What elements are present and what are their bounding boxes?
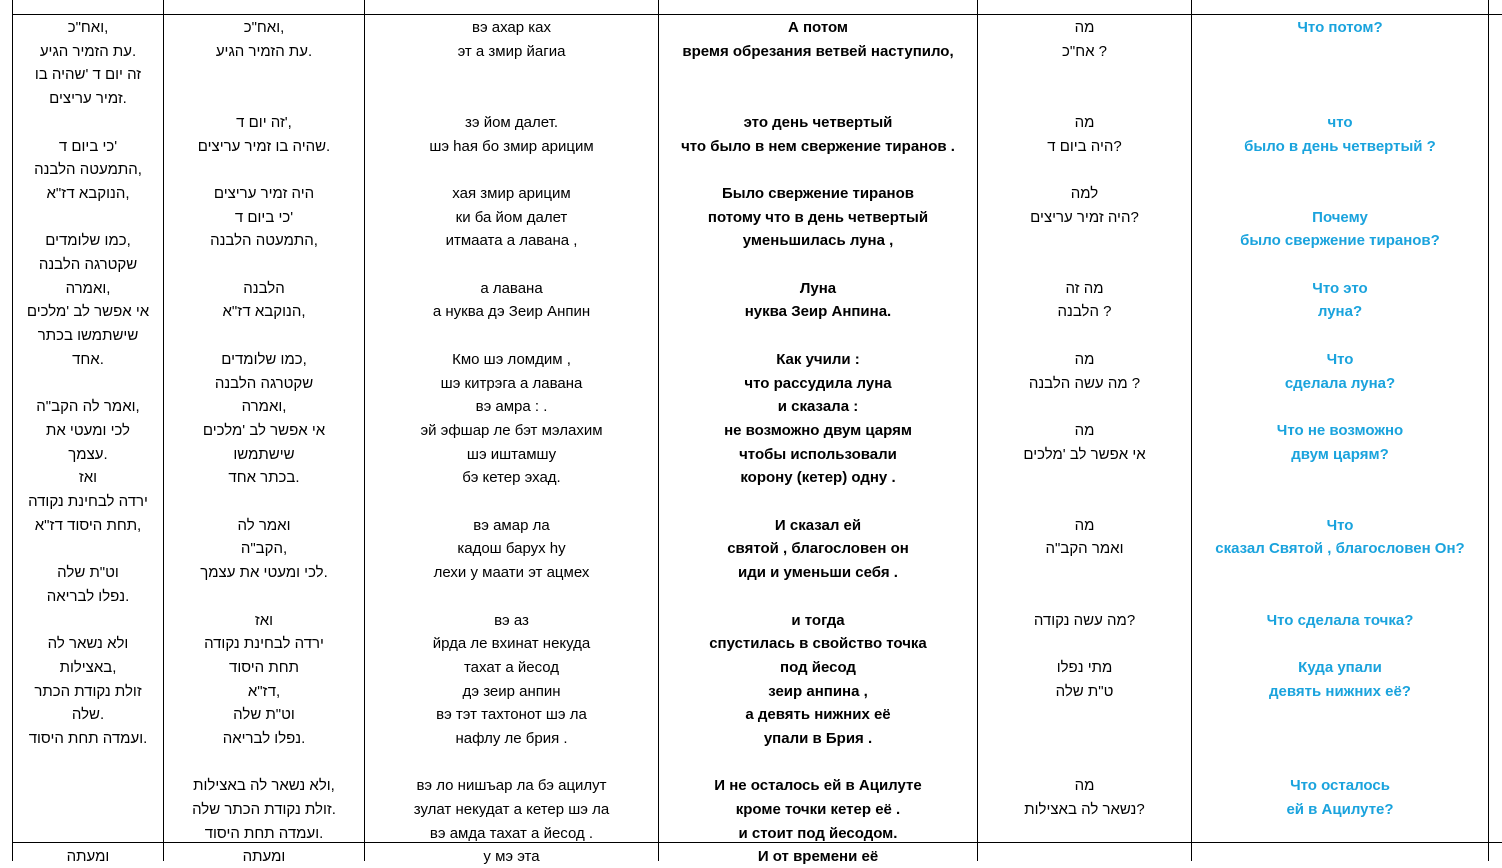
russian-question-line: что <box>1327 113 1353 131</box>
hebrew-question-line <box>978 752 1191 774</box>
translation-line <box>659 64 977 86</box>
bottom-hebrew-split: ומעתה <box>242 848 286 865</box>
russian-question-line: двум царям? <box>1291 445 1389 463</box>
hebrew-source-line: ,כמו שלומדים <box>45 232 131 250</box>
hebrew-source-line: .שלה <box>71 706 105 724</box>
hebrew-split-line <box>164 586 364 608</box>
hebrew-source-line: אי אפשר לב 'מלכים <box>26 303 150 321</box>
hebrew-question-line: ? הלבנה <box>1057 303 1112 321</box>
hebrew-split-line: .זולת נקודת הכתר שלה <box>192 801 336 819</box>
russian-question-line: Что потом? <box>1297 19 1383 36</box>
hebrew-question-line: מה <box>1074 19 1095 36</box>
transliteration-line: ки ба йом далет <box>455 208 568 226</box>
translation-line: Как учили : <box>776 350 860 368</box>
hebrew-question-line <box>978 823 1191 845</box>
transliteration-line <box>365 159 658 181</box>
hebrew-split-line <box>164 254 364 276</box>
hebrew-question-line: ?מה עשה נקודה <box>1033 611 1136 629</box>
translation-line: А потом <box>787 19 849 36</box>
hebrew-question-line <box>978 88 1191 110</box>
bottom-translation: И от времени её <box>757 848 879 865</box>
transliteration-line: шэ иштамшу <box>466 445 557 463</box>
hebrew-source-line: ,התמעטה הלבנה <box>34 161 142 179</box>
russian-question-line: Что сделала точка? <box>1266 611 1414 629</box>
translation-line: уменьшилась луна , <box>742 232 894 250</box>
translation-line: И не осталось ей в Ацилуте <box>714 777 922 795</box>
hebrew-split-line: .נפלו לבריאה <box>222 730 306 747</box>
transliteration-line: вэ амар ла <box>473 516 550 534</box>
translation-line: чтобы использовали <box>739 445 897 463</box>
hebrew-split-line: .בכתר אחד <box>228 469 300 487</box>
hebrew-source-line <box>13 112 163 134</box>
hebrew-split-line: ,כמו שלומדים <box>221 350 307 368</box>
hebrew-source-line <box>13 373 163 395</box>
hebrew-split-line: ירדה לבחינת נקודה <box>204 635 324 653</box>
transliteration-line <box>365 491 658 513</box>
translation-line: что было в нем свержение тиранов . <box>681 137 955 155</box>
transliteration-line: шэ haя бо змир арицим <box>429 137 594 155</box>
transliteration-line <box>365 752 658 774</box>
hebrew-split-line: היה זמיר עריצים <box>213 184 315 202</box>
translation-line: и стоит под йесодом. <box>738 824 898 842</box>
russian-question-line <box>1192 183 1488 205</box>
hebrew-split-line: אי אפשר לב 'מלכים <box>202 421 326 439</box>
hebrew-source-line: ,ואמרה <box>65 279 111 297</box>
hebrew-question-line: ?נשאר לה באצילות <box>1024 801 1145 819</box>
translation-line: зеир анпина , <box>768 682 868 700</box>
translation-line: потому что в день четвертый <box>707 208 929 226</box>
transliteration-line: зэ йом далет. <box>465 113 558 131</box>
hebrew-split-line: ,התמעטה הלבנה <box>210 232 318 250</box>
russian-question-line <box>1192 41 1488 63</box>
hebrew-source-line: ,ואח"כ <box>67 19 109 36</box>
transliteration-line <box>365 254 658 276</box>
hebrew-source-line: .אחד <box>72 350 104 368</box>
hebrew-question-line: מה <box>1074 777 1095 795</box>
hebrew-split-line: ,הקב"ה <box>240 540 288 558</box>
hebrew-source-line: ואז <box>78 469 98 487</box>
russian-question-line <box>1192 254 1488 276</box>
hebrew-question-line: ? מה עשה הלבנה <box>1028 374 1141 392</box>
russian-question-line: Что осталось <box>1290 777 1390 795</box>
hebrew-split-line: תחת היסוד <box>229 658 299 676</box>
hebrew-question-line <box>978 704 1191 726</box>
hebrew-split-line: ,ולא נשאר לה באצילות <box>193 777 335 795</box>
transliteration-line: эй эфшар ле бэт мэлахим <box>420 421 603 439</box>
russian-question-line <box>1192 64 1488 86</box>
hebrew-split-line: ,ואח"כ <box>243 19 285 36</box>
transliteration-line <box>365 325 658 347</box>
translation-line <box>659 254 977 276</box>
bottom-transliteration: у мэ эта <box>483 848 540 865</box>
russian-question-line <box>1192 586 1488 608</box>
transliteration-line: вэ ло нишъар ла бэ ацилут <box>416 777 607 795</box>
hebrew-question-line <box>978 254 1191 276</box>
hebrew-source-line: .עצמך <box>68 445 108 463</box>
transliteration-line: хая змир арицим <box>452 184 571 202</box>
russian-question-line <box>1192 562 1488 584</box>
translation-line: а девять нижних её <box>745 706 891 724</box>
russian-question-line: Что <box>1326 516 1354 534</box>
table-top-border <box>12 14 1502 15</box>
hebrew-source-line: ולא נשאר לה <box>47 635 129 653</box>
hebrew-question-line: למה <box>1070 184 1099 202</box>
transliteration-line: бэ кетер эхад. <box>462 469 561 487</box>
russian-question-line <box>1192 728 1488 750</box>
hebrew-source-line: .עת הזמיר הגיע <box>39 42 137 60</box>
hebrew-source-line: ,הנוקבא דז"א <box>46 184 130 202</box>
russian-question-line: Что не возможно <box>1276 421 1404 439</box>
hebrew-question-line <box>978 633 1191 655</box>
russian-question-line: Почему <box>1312 208 1368 226</box>
hebrew-question-line <box>978 586 1191 608</box>
hebrew-source-line: .נפלו לבריאה <box>46 587 130 605</box>
translation-line: не возможно двум царям <box>724 421 912 439</box>
hebrew-source-line <box>13 610 163 632</box>
translation-line: под йесод <box>780 658 856 676</box>
translation-line: кроме точки кетер её . <box>735 801 901 819</box>
russian-question-line <box>1192 88 1488 110</box>
hebrew-source-line: זה יום ד 'שהיה בו <box>34 66 142 84</box>
hebrew-question-line <box>978 159 1191 181</box>
hebrew-split-line <box>164 64 364 86</box>
hebrew-split-line: .עת הזמיר הגיע <box>215 42 313 60</box>
translation-line: спустилась в свойство точка <box>709 635 927 653</box>
transliteration-line: вэ тэт тахтонот шэ ла <box>436 706 587 724</box>
hebrew-source-line: ירדה לבחינת נקודה <box>28 493 148 510</box>
column-border <box>1488 0 1489 861</box>
transliteration-line: лехи у маати эт ацмех <box>433 564 590 582</box>
transliteration-line: вэ ахар ках <box>471 19 552 36</box>
translation-line <box>659 752 977 774</box>
russian-question-line: было в день четвертый ? <box>1244 137 1436 155</box>
hebrew-source-line: שקטרגה הלבנה <box>38 256 138 273</box>
hebrew-question-line: ואמר הקב"ה <box>1045 540 1124 558</box>
translation-line: корону (кетер) одну . <box>740 469 896 487</box>
russian-question-line: луна? <box>1317 303 1363 321</box>
hebrew-source-line: ,ואמר לה הקב"ה <box>36 398 140 416</box>
russian-question-line: Что это <box>1312 279 1368 297</box>
translation-line: И сказал ей <box>774 516 862 534</box>
hebrew-source-line: וט"ת שלה <box>57 564 119 582</box>
transliteration-line: вэ амра : . <box>475 398 548 416</box>
transliteration-line: а лавана <box>480 279 543 297</box>
hebrew-question-line: ט"ת שלה <box>1055 682 1114 700</box>
hebrew-source-line: שישתמשו בכתר <box>37 327 139 345</box>
hebrew-split-line: שישתמשו <box>233 445 295 463</box>
hebrew-split-line: וט"ת שלה <box>233 706 295 724</box>
translation-line: Было свержение тиранов <box>721 184 914 202</box>
hebrew-split-line: .שהיה בו זמיר עריצים <box>197 137 331 155</box>
transliteration-line: итмаата а лавана , <box>445 232 578 250</box>
russian-question-line: сказал Святой , благословен Он? <box>1215 540 1465 558</box>
translation-line <box>659 325 977 347</box>
hebrew-split-line: ואז <box>254 611 274 629</box>
russian-question-line: ей в Ацилуте? <box>1286 801 1394 819</box>
translation-line: нуква Зеир Анпина. <box>744 303 892 321</box>
transliteration-line: йрда ле вхинат некуда <box>432 635 591 653</box>
translation-line <box>659 491 977 513</box>
transliteration-line: вэ аз <box>494 611 529 629</box>
hebrew-split-line <box>164 159 364 181</box>
hebrew-question-line: מה <box>1074 350 1095 368</box>
translation-line: иди и уменьши себя . <box>738 564 898 582</box>
translation-line: упали в Брия . <box>763 730 873 747</box>
hebrew-question-line <box>978 728 1191 750</box>
translation-line <box>659 88 977 110</box>
hebrew-question-line: מה <box>1074 113 1095 131</box>
hebrew-split-line: ,'זה יום ד <box>236 113 292 131</box>
transliteration-line: нафлу ле брия . <box>455 730 568 747</box>
hebrew-split-line <box>164 325 364 347</box>
russian-question-line <box>1192 396 1488 418</box>
transliteration-line <box>365 586 658 608</box>
hebrew-source-line: 'כי ביום ד <box>58 137 118 155</box>
transliteration-line: шэ китрэга а лавана <box>440 374 583 392</box>
translation-line <box>659 159 977 181</box>
hebrew-question-line: ?היה זמיר עריצים <box>1030 208 1139 226</box>
bottom-hebrew-source: ומעתה <box>66 848 110 865</box>
translation-line: это день четвертый <box>743 113 893 131</box>
transliteration-line: дэ зеир анпин <box>462 682 561 700</box>
hebrew-question-line <box>978 325 1191 347</box>
transliteration-line: кадош барух hу <box>457 540 566 558</box>
hebrew-question-line: מתי נפלו <box>1056 658 1113 676</box>
russian-question-line <box>1192 467 1488 489</box>
hebrew-source-line: .זמיר עריצים <box>49 90 127 108</box>
transliteration-line: эт а змир йагиа <box>457 42 566 60</box>
hebrew-split-line: ,דז"א <box>247 682 281 700</box>
hebrew-split-line: הלבנה <box>243 279 285 297</box>
russian-question-line: Куда упали <box>1298 658 1382 676</box>
hebrew-split-line: .לכי ומעטי את עצמך <box>200 564 328 582</box>
hebrew-split-line: שקטרגה הלבנה <box>214 374 314 392</box>
hebrew-source-line: ,באצילות <box>59 658 117 676</box>
hebrew-question-line: מה <box>1074 516 1095 534</box>
hebrew-question-line: אי אפשר לב 'מלכים <box>1023 445 1146 463</box>
hebrew-source-line <box>13 538 163 560</box>
russian-question-line <box>1192 491 1488 513</box>
hebrew-split-line: ,הנוקבא דז"א <box>222 303 306 321</box>
hebrew-split-line <box>164 752 364 774</box>
hebrew-source-line: לכי ומעטי את <box>45 421 130 439</box>
hebrew-question-line <box>978 562 1191 584</box>
translation-line: Луна <box>799 279 837 297</box>
hebrew-question-line: ?היה ביום ד <box>1047 137 1122 155</box>
russian-question-line <box>1192 704 1488 726</box>
hebrew-split-line: ,ואמרה <box>241 398 287 416</box>
transliteration-line: тахат а йесод <box>463 658 560 676</box>
transliteration-line: а нуква дэ Зеир Анпин <box>432 303 591 321</box>
hebrew-question-line: מה זה <box>1065 279 1104 297</box>
hebrew-source-line: ,תחת היסוד דז"א <box>34 516 142 534</box>
translation-line: что рассудила луна <box>744 374 892 392</box>
hebrew-question-line: מה <box>1074 421 1095 439</box>
hebrew-split-line: .ועמדה תחת היסוד <box>204 824 324 842</box>
russian-question-line <box>1192 633 1488 655</box>
russian-question-line <box>1192 823 1488 845</box>
hebrew-split-line: 'כי ביום ד <box>234 208 294 226</box>
translation-line: и сказала : <box>777 398 859 416</box>
translation-line <box>659 586 977 608</box>
russian-question-line <box>1192 325 1488 347</box>
hebrew-source-line: זולת נקודת הכתר <box>34 682 142 700</box>
russian-question-line: Что <box>1326 350 1354 368</box>
transliteration-line <box>365 64 658 86</box>
hebrew-split-line: ואמר לה <box>237 516 291 534</box>
russian-question-line: девять нижних её? <box>1269 682 1411 700</box>
transliteration-line: Кмо шэ ломдим , <box>452 350 571 368</box>
hebrew-question-line <box>978 64 1191 86</box>
hebrew-source-line: .ועמדה תחת היסוד <box>28 730 148 747</box>
hebrew-question-line: ? אח"כ <box>1062 42 1107 60</box>
russian-question-line: сделала луна? <box>1284 374 1396 392</box>
hebrew-question-line <box>978 396 1191 418</box>
translation-line: время обрезания ветвей наступило, <box>682 42 954 60</box>
hebrew-question-line <box>978 230 1191 252</box>
hebrew-split-line <box>164 491 364 513</box>
translation-line: и тогда <box>791 611 845 629</box>
hebrew-source-line <box>13 207 163 229</box>
russian-question-line <box>1192 752 1488 774</box>
hebrew-question-line <box>978 467 1191 489</box>
russian-question-line: было свержение тиранов? <box>1240 232 1440 250</box>
translation-line: святой , благословен он <box>727 540 909 558</box>
transliteration-line: вэ амда тахат а йесод . <box>429 824 594 842</box>
transliteration-line: зулат некудат а кетер шэ ла <box>413 801 610 819</box>
hebrew-question-line <box>978 491 1191 513</box>
russian-question-line <box>1192 159 1488 181</box>
hebrew-split-line <box>164 88 364 110</box>
transliteration-line <box>365 88 658 110</box>
